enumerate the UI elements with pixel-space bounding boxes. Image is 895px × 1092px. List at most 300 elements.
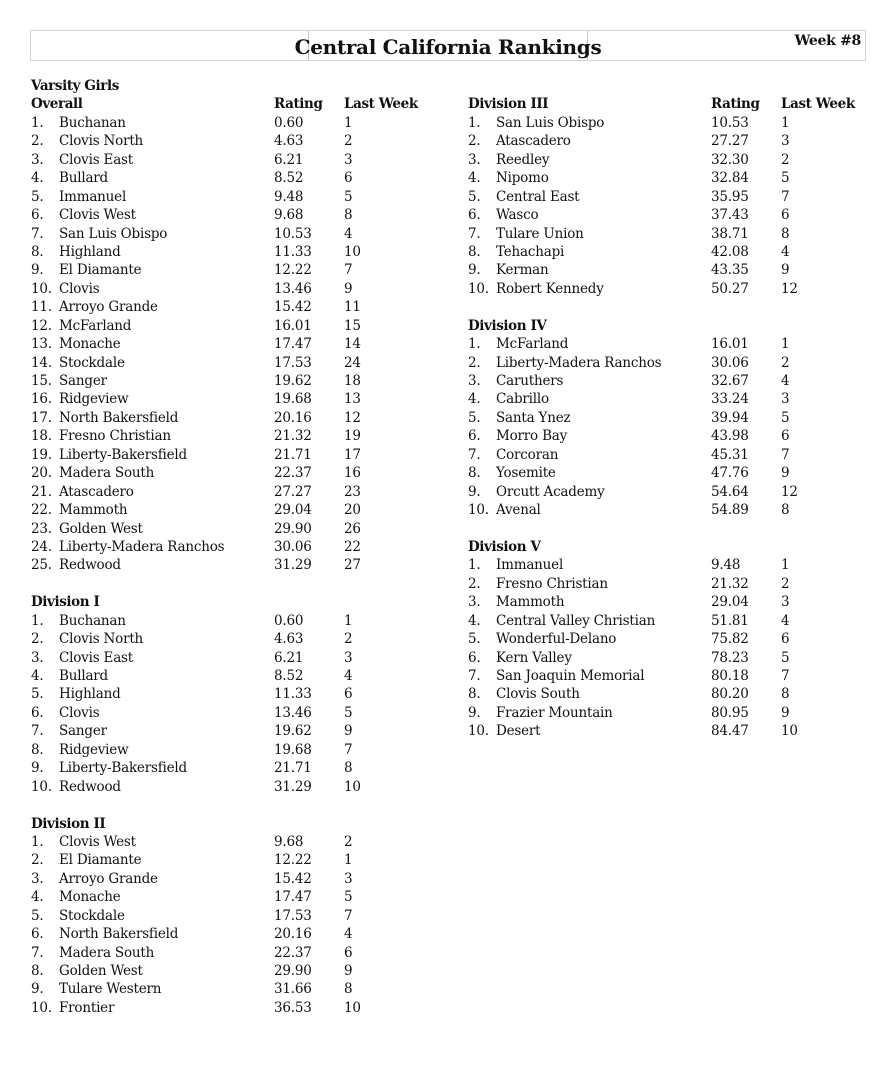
ranking-row [31,390,451,408]
ranking-row [31,630,451,648]
rank-number: 9. [468,704,481,721]
team-name: Mammoth [496,594,565,611]
ranking-row [31,298,451,316]
rank-number: 7. [31,723,44,740]
last-week-value: 1 [344,852,353,869]
team-name: Liberty-Bakersfield [59,760,187,777]
team-name: Robert Kennedy [496,280,604,297]
rating-column-header: Rating [711,96,760,113]
rating-value: 20.16 [274,409,312,426]
rating-column-header: Rating [274,96,323,113]
ranking-row [31,556,451,574]
rating-value: 80.20 [711,686,749,703]
ranking-row [31,980,451,998]
team-name: Immanuel [496,557,564,574]
ranking-row [31,833,451,851]
last-week-value: 5 [781,170,790,187]
ranking-row [31,114,451,132]
last-week-value: 4 [344,225,353,242]
rating-value: 32.67 [711,373,749,389]
last-week-value: 6 [781,631,790,648]
ranking-row [468,243,868,261]
team-name: Tulare Union [496,225,584,242]
rank-number: 11. [31,299,52,316]
rank-number: 2. [31,852,44,869]
team-name: Clovis South [496,686,580,703]
last-week-value: 3 [344,870,353,887]
last-week-value: 22 [344,538,361,555]
ranking-row [31,944,451,962]
rank-number: 24. [31,538,52,555]
last-week-value: 12 [344,409,361,426]
rating-value: 51.81 [711,612,749,629]
team-name: Madera South [59,944,155,961]
rating-value: 16.01 [711,336,749,353]
rating-value: 9.48 [274,188,304,205]
team-name: Desert [496,723,541,740]
last-week-value: 8 [344,981,353,998]
last-week-value: 4 [344,926,353,943]
ranking-row [31,851,451,869]
team-name: Clovis North [59,133,144,150]
ranking-row [468,685,868,703]
rating-value: 8.52 [274,170,304,187]
rank-number: 8. [468,686,481,703]
rating-value: 0.60 [274,114,304,131]
ranking-row [31,464,451,482]
team-name: El Diamante [59,262,142,279]
team-name: Tehachapi [496,243,565,260]
ranking-row [31,520,451,538]
last-week-value: 9 [344,963,353,979]
rating-value: 54.64 [711,483,749,500]
rating-value: 29.90 [274,520,312,537]
rating-value: 21.71 [274,760,312,777]
last-week-value: 9 [781,262,790,279]
rank-number: 9. [31,981,44,998]
ranking-row [468,261,868,279]
rank-number: 3. [468,151,481,168]
team-name: Sanger [59,723,107,740]
team-name: Monache [59,889,121,906]
ranking-row [31,778,451,796]
team-name: Buchanan [59,612,126,629]
ranking-row [468,132,868,150]
rating-value: 21.32 [711,575,749,592]
rank-number: 5. [468,188,481,205]
ranking-row [31,427,451,445]
ranking-row [31,354,451,372]
last-week-value: 5 [781,649,790,666]
rating-value: 13.46 [274,704,312,721]
ranking-row [468,409,868,427]
rank-number: 6. [31,926,44,943]
ranking-row [468,722,868,740]
left-column [31,77,451,1017]
last-week-value: 9 [781,704,790,721]
rating-value: 47.76 [711,465,749,482]
ranking-row [31,225,451,243]
ranking-row [31,409,451,427]
ranking-row [31,317,451,335]
last-week-value: 27 [344,557,361,574]
rating-value: 50.27 [711,280,749,297]
rank-number: 1. [468,557,481,574]
team-name: Monache [59,336,121,353]
last-week-value: 3 [344,151,353,168]
ranking-row [468,612,868,630]
rank-number: 13. [31,336,52,353]
last-week-column-header: Last Week [781,96,855,113]
team-name: El Diamante [59,852,142,869]
rank-number: 9. [31,262,44,279]
last-week-value: 8 [344,207,353,224]
rating-value: 32.30 [711,151,749,168]
last-week-value: 7 [344,907,353,924]
team-name: Liberty-Bakersfield [59,446,187,463]
team-name: Buchanan [59,114,126,131]
rank-number: 5. [31,188,44,205]
rating-value: 6.21 [274,649,304,666]
rating-value: 4.63 [274,133,304,150]
ranking-row [468,335,868,353]
ranking-row [31,925,451,943]
ranking-row [468,667,868,685]
last-week-value: 19 [344,428,361,445]
team-name: Caruthers [496,373,564,389]
rating-value: 9.68 [274,207,304,224]
last-week-value: 5 [344,704,353,721]
team-name: Morro Bay [496,428,568,445]
rating-value: 31.29 [274,557,312,574]
last-week-value: 20 [344,502,361,519]
ranking-row [31,704,451,722]
team-name: Sanger [59,373,107,389]
rank-number: 8. [468,465,481,482]
rank-number: 3. [468,594,481,611]
ranking-row [468,114,868,132]
last-week-value: 6 [781,428,790,445]
rating-value: 19.62 [274,373,312,389]
rank-number: 6. [468,649,481,666]
rating-value: 29.90 [274,963,312,979]
rating-value: 19.62 [274,723,312,740]
ranking-row [468,649,868,667]
team-name: Bullard [59,170,108,187]
rating-value: 43.98 [711,428,749,445]
team-name: Reedley [496,151,550,168]
rank-number: 5. [468,631,481,648]
rating-value: 42.08 [711,243,749,260]
rank-number: 8. [31,741,44,758]
ranking-row [31,741,451,759]
rating-value: 84.47 [711,723,749,740]
rating-value: 6.21 [274,151,304,168]
rank-number: 4. [31,889,44,906]
team-name: Santa Ynez [496,409,571,426]
rating-value: 15.42 [274,870,312,887]
rank-number: 16. [31,391,52,408]
last-week-value: 6 [344,686,353,703]
rank-number: 10. [468,723,489,740]
rating-value: 21.32 [274,428,312,445]
ranking-row [31,151,451,169]
ranking-row [31,685,451,703]
ranking-row [31,446,451,464]
ranking-row [468,206,868,224]
rating-value: 30.06 [711,354,749,371]
rating-value: 13.46 [274,280,312,297]
last-week-value: 10 [781,723,798,740]
rankings-list-division-3 [468,114,868,298]
rating-value: 10.53 [711,114,749,131]
last-week-value: 4 [781,373,790,389]
ranking-row [31,372,451,390]
rank-number: 8. [468,243,481,260]
last-week-value: 4 [344,668,353,684]
rank-number: 3. [31,870,44,887]
rating-value: 8.52 [274,668,304,684]
last-week-value: 9 [344,280,353,297]
team-name: Tulare Western [59,981,162,998]
team-name: Fresno Christian [59,428,171,445]
rating-value: 80.95 [711,704,749,721]
rating-value: 19.68 [274,741,312,758]
rating-value: 43.35 [711,262,749,279]
rank-number: 1. [31,114,44,131]
ranking-row [468,704,868,722]
category-title: Varsity Girls [31,78,119,94]
last-week-value: 5 [344,188,353,205]
team-name: Wonderful-Delano [496,631,617,648]
team-name: Highland [59,686,121,703]
rating-value: 22.37 [274,944,312,961]
rank-number: 1. [468,114,481,131]
ranking-row [31,261,451,279]
team-name: Kerman [496,262,549,279]
rank-number: 4. [31,170,44,187]
last-week-value: 4 [781,612,790,629]
week-label: Week #8 [794,33,861,49]
rank-number: 9. [468,262,481,279]
rank-number: 6. [31,704,44,721]
rank-number: 20. [31,465,52,482]
header-box [30,30,866,61]
rank-number: 5. [31,907,44,924]
last-week-value: 1 [781,336,790,353]
rank-number: 6. [31,207,44,224]
ranking-row [31,335,451,353]
rankings-list-division-1 [31,612,451,796]
team-name: San Luis Obispo [59,225,168,242]
team-name: Clovis North [59,631,144,648]
ranking-row [31,907,451,925]
team-name: Central Valley Christian [496,612,656,629]
rank-number: 17. [31,409,52,426]
section-title-division-2: Division II [31,815,106,832]
ranking-row [31,962,451,980]
last-week-value: 23 [344,483,361,500]
rank-number: 4. [468,391,481,408]
rating-value: 80.18 [711,668,749,684]
rating-value: 27.27 [711,133,749,150]
team-name: McFarland [496,336,569,353]
team-name: Redwood [59,557,121,574]
ranking-row [31,870,451,888]
rating-value: 9.48 [711,557,741,574]
last-week-value: 3 [781,391,790,408]
team-name: Cabrillo [496,391,549,408]
rank-number: 4. [468,170,481,187]
rank-number: 4. [31,668,44,684]
section-title-division-1: Division I [31,594,100,611]
ranking-row [31,649,451,667]
last-week-value: 8 [781,502,790,519]
last-week-column-header: Last Week [344,96,418,113]
last-week-value: 1 [344,612,353,629]
rank-number: 2. [468,575,481,592]
section-title: Overall [31,96,83,113]
rank-number: 2. [468,133,481,150]
team-name: Redwood [59,778,121,795]
team-name: Frazier Mountain [496,704,613,721]
last-week-value: 9 [344,723,353,740]
rank-number: 9. [468,483,481,500]
last-week-value: 2 [344,133,353,150]
team-name: Highland [59,243,121,260]
rating-value: 16.01 [274,317,312,334]
rating-value: 33.24 [711,391,749,408]
last-week-value: 5 [344,889,353,906]
rankings-list-division-2 [31,833,451,1017]
last-week-value: 4 [781,243,790,260]
section-header-overall [31,95,451,113]
rank-number: 9. [31,760,44,777]
rating-value: 31.29 [274,778,312,795]
team-name: Atascadero [59,483,134,500]
team-name: Bullard [59,668,108,684]
rank-number: 14. [31,354,52,371]
ranking-row [468,427,868,445]
team-name: North Bakersfield [59,926,179,943]
team-name: San Luis Obispo [496,114,605,131]
rank-number: 10. [31,999,52,1016]
rating-value: 39.94 [711,409,749,426]
last-week-value: 7 [781,668,790,684]
team-name: Stockdale [59,907,125,924]
rating-value: 17.47 [274,336,312,353]
ranking-row [31,759,451,777]
last-week-value: 2 [781,151,790,168]
last-week-value: 12 [781,483,798,500]
team-name: Kern Valley [496,649,572,666]
team-name: Frontier [59,999,115,1016]
rating-value: 19.68 [274,391,312,408]
ranking-row [31,132,451,150]
section-title-division-5: Division V [468,538,541,555]
rating-value: 30.06 [274,538,312,555]
team-name: Liberty-Madera Ranchos [59,538,225,555]
rank-number: 6. [468,428,481,445]
last-week-value: 7 [781,446,790,463]
ranking-row [31,538,451,556]
rank-number: 5. [31,686,44,703]
page-title: Central California Rankings [294,35,602,59]
last-week-value: 7 [781,188,790,205]
team-name: Clovis West [59,833,136,850]
last-week-value: 3 [344,649,353,666]
ranking-row [468,446,868,464]
team-name: Clovis [59,704,100,721]
rankings-list-division-4 [468,335,868,519]
rating-value: 29.04 [274,502,312,519]
ranking-row [468,464,868,482]
ranking-row [468,372,868,390]
last-week-value: 7 [344,262,353,279]
rating-value: 32.84 [711,170,749,187]
team-name: Ridgeview [59,391,129,408]
rank-number: 21. [31,483,52,500]
last-week-value: 26 [344,520,361,537]
last-week-value: 3 [781,594,790,611]
team-name: Yosemite [496,465,556,482]
rank-number: 7. [31,225,44,242]
rating-value: 22.37 [274,465,312,482]
last-week-value: 2 [781,354,790,371]
rank-number: 2. [31,631,44,648]
ranking-row [31,483,451,501]
team-name: Golden West [59,963,143,979]
last-week-value: 12 [781,280,798,297]
last-week-value: 10 [344,999,361,1016]
team-name: Immanuel [59,188,127,205]
section-title: Division III [468,96,549,113]
rank-number: 7. [468,668,481,684]
rankings-list-division-5 [468,556,868,740]
team-name: North Bakersfield [59,409,179,426]
last-week-value: 6 [344,944,353,961]
team-name: Atascadero [496,133,571,150]
team-name: Madera South [59,465,155,482]
team-name: Central East [496,188,580,205]
last-week-value: 8 [781,686,790,703]
rank-number: 23. [31,520,52,537]
rating-value: 17.53 [274,907,312,924]
team-name: Mammoth [59,502,128,519]
rank-number: 1. [31,833,44,850]
last-week-value: 16 [344,465,361,482]
rating-value: 10.53 [274,225,312,242]
rating-value: 11.33 [274,686,312,703]
rank-number: 8. [31,243,44,260]
rank-number: 22. [31,502,52,519]
rank-number: 3. [31,151,44,168]
last-week-value: 18 [344,373,361,389]
ranking-row [31,206,451,224]
team-name: Ridgeview [59,741,129,758]
rank-number: 5. [468,409,481,426]
rank-number: 7. [468,446,481,463]
last-week-value: 1 [344,114,353,131]
rating-value: 75.82 [711,631,749,648]
right-column [468,77,868,741]
rating-value: 9.68 [274,833,304,850]
rating-value: 21.71 [274,446,312,463]
ranking-row [468,188,868,206]
rating-value: 17.47 [274,889,312,906]
team-name: Fresno Christian [496,575,608,592]
rank-number: 2. [31,133,44,150]
